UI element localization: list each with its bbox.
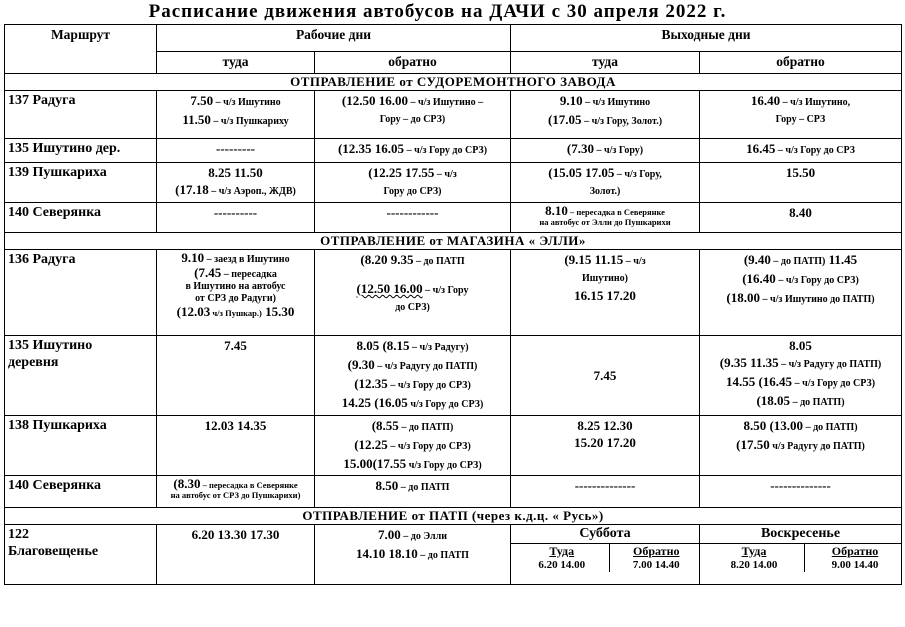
table-row [5, 203, 902, 233]
section-patp: ОТПРАВЛЕНИЕ от ПАТП (через к.д.ц. « Русь») [5, 508, 902, 525]
cell-we-back: 15.50 [700, 163, 902, 203]
cell-wd-back: ------------ [315, 203, 511, 233]
cell-we-there: 8.25 12.30 15.20 17.20 [511, 416, 700, 476]
cell-wd-there: --------- [157, 139, 315, 163]
cell-wd-back: (8.20 9.35 – до ПАТП (12.50 16.00 – ч/з Гору до СРЗ) [315, 250, 511, 336]
cell-wd-there: 8.25 11.50 (17.18 – ч/з Аэроп., ЖДВ) [157, 163, 315, 203]
cell-wd-back: 8.05 (8.15 – ч/з Радугу) (9.30 – ч/з Радугу до ПАТП) (12.35 – ч/з Гору до СРЗ) 14.25 (16.05 ч/з Гору до СРЗ) [315, 336, 511, 416]
cell-wd-there: 6.20 13.30 17.30 [157, 525, 315, 585]
cell-wd-back: (12.35 16.05 – ч/з Гору до СРЗ) [315, 139, 511, 163]
sun-back-label: Обратно [831, 544, 879, 558]
header-wd-there: туда [157, 52, 315, 74]
header-we-back: обратно [700, 52, 902, 74]
route-name: 137 Радуга [5, 91, 157, 139]
section-srz: ОТПРАВЛЕНИЕ от СУДОРЕМОНТНОГО ЗАВОДА [5, 74, 902, 91]
table-row [5, 163, 902, 203]
header-weekdays: Рабочие дни [157, 25, 511, 52]
sat-back-label: Обратно [632, 544, 680, 558]
sat-back-times: 7.00 14.40 [632, 559, 680, 571]
page-title: Расписание движения автобусов на ДАЧИ с 30 апреля 2022 г. [148, 1, 727, 22]
cell-wd-back: (12.50 16.00 – ч/з Ишутино – Гору – до СРЗ) [315, 91, 511, 139]
saturday-table [515, 544, 703, 572]
table-row [5, 139, 902, 163]
header-route: Маршрут [5, 25, 157, 74]
route-name: 140 Северянка [5, 476, 157, 508]
cell-we-back: 16.40 – ч/з Ишутино, Гору – СРЗ [700, 91, 902, 139]
cell-wd-there: (8.30 – пересадка в Северянке на автобус от СРЗ до Пушкарихи) [157, 476, 315, 508]
table-row [5, 525, 902, 585]
cell-we-there: 7.45 [511, 336, 700, 416]
route-name: 138 Пушкариха [5, 416, 157, 476]
sat-there-label: Туда [515, 544, 609, 558]
table-row [5, 250, 902, 336]
table-row [5, 476, 902, 508]
cell-wd-back: (12.25 17.55 – ч/з Гору до СРЗ) [315, 163, 511, 203]
cell-we-there: (7.30 – ч/з Гору) [511, 139, 700, 163]
sun-there-times: 8.20 14.00 [704, 558, 805, 572]
cell-wd-back: 7.00 – до Элли 14.10 18.10 – до ПАТП [315, 525, 511, 585]
cell-wd-there: 7.45 [157, 336, 315, 416]
cell-wd-back: 8.50 – до ПАТП [315, 476, 511, 508]
route-name: 122 Благовещенье [5, 525, 157, 585]
sat-there-times: 6.20 14.00 [515, 558, 609, 572]
table-row [5, 91, 902, 139]
cell-we-there: 9.10 – ч/з Ишутино (17.05 – ч/з Гору, Золот.) [511, 91, 700, 139]
sunday-table [704, 544, 905, 572]
route-name: 135 Ишутино дер. [5, 139, 157, 163]
table-row [5, 416, 902, 476]
cell-saturday [511, 525, 700, 585]
cell-we-back: -------------- [700, 476, 902, 508]
table-row [5, 336, 902, 416]
cell-we-there: 8.10 – пересадка в Северянке на автобус от Элли до Пушкарихи [511, 203, 700, 233]
cell-we-back: 8.50 (13.00 – до ПАТП) (17.50 ч/з Радугу до ПАТП) [700, 416, 902, 476]
route-name: 139 Пушкариха [5, 163, 157, 203]
header-wd-back: обратно [315, 52, 511, 74]
cell-we-there: (15.05 17.05 – ч/з Гору, Золот.) [511, 163, 700, 203]
route-name: 140 Северянка [5, 203, 157, 233]
cell-we-back: 16.45 – ч/з Гору до СРЗ [700, 139, 902, 163]
cell-we-there: -------------- [511, 476, 700, 508]
header-weekends: Выходные дни [511, 25, 902, 52]
saturday-label: Суббота [511, 525, 699, 544]
sunday-label: Воскресенье [700, 525, 901, 544]
cell-wd-back: (8.55 – до ПАТП) (12.25 – ч/з Гору до СРЗ) 15.00(17.55 ч/з Гору до СРЗ) [315, 416, 511, 476]
cell-sunday [700, 525, 902, 585]
section-elli: ОТПРАВЛЕНИЕ от МАГАЗИНА « ЭЛЛИ» [5, 233, 902, 250]
cell-we-back: 8.40 [700, 203, 902, 233]
schedule-table [4, 24, 902, 585]
sun-there-label: Туда [704, 544, 805, 558]
cell-wd-there: 12.03 14.35 [157, 416, 315, 476]
cell-we-back: (9.40 – до ПАТП) 11.45 (16.40 – ч/з Гору до СРЗ) (18.00 – ч/з Ишутино до ПАТП) [700, 250, 902, 336]
cell-we-back: 8.05 (9.35 11.35 – ч/з Радугу до ПАТП) 14.55 (16.45 – ч/з Гору до СРЗ) (18.05 – до ПАТП) [700, 336, 902, 416]
cell-wd-there: 9.10 – заезд в Ишутино (7.45 – пересадка в Ишутино на автобус от СРЗ до Радуги) (12.03 ч/з Пушкар.) 15.30 [157, 250, 315, 336]
sun-back-times: 9.00 14.40 [831, 559, 879, 571]
cell-wd-there: ---------- [157, 203, 315, 233]
route-name: 135 Ишутино деревня [5, 336, 157, 416]
cell-wd-there: 7.50 – ч/з Ишутино 11.50 – ч/з Пушкариху [157, 91, 315, 139]
route-name: 136 Радуга [5, 250, 157, 336]
header-we-there: туда [511, 52, 700, 74]
cell-we-there: (9.15 11.15 – ч/з Ишутино) 16.15 17.20 [511, 250, 700, 336]
